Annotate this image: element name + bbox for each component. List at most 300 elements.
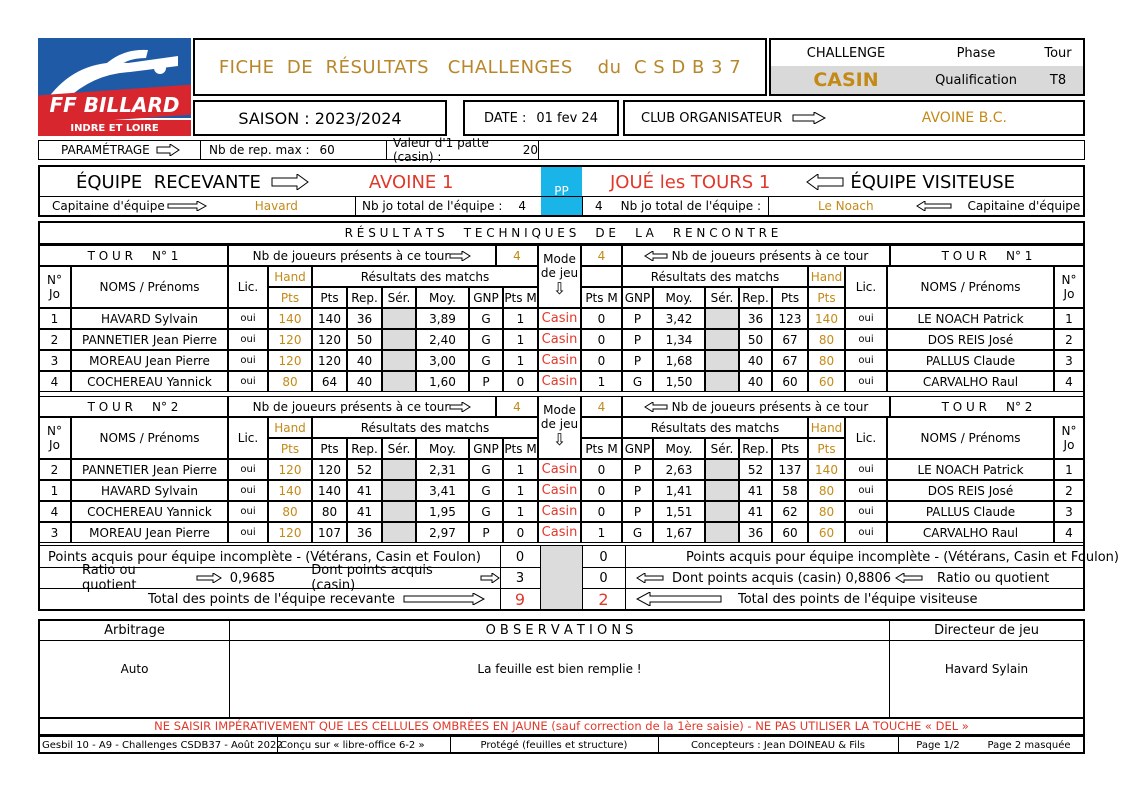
col-resultats: Résultats des matchs <box>312 266 538 287</box>
home-name: COCHEREAU Yannick <box>71 371 228 392</box>
incomplete-home-label: Points acquis pour équipe incomplète - (Vétérans, Casin et Foulon) <box>48 549 481 565</box>
away-no: 1 <box>1054 459 1084 480</box>
arrow-right-icon <box>480 573 500 583</box>
home-moy: 2,97 <box>416 522 469 543</box>
away-rep: 40 <box>739 350 772 371</box>
total-home-label: Total des points de l'équipe recevante <box>148 591 395 607</box>
total-away-label: Total des points de l'équipe visiteuse <box>738 591 978 607</box>
casin-away-label: Dont points acquis (casin) <box>672 570 842 586</box>
away-captain: Le Noach <box>818 199 874 213</box>
away-name: LE NOACH Patrick <box>887 308 1054 329</box>
home-pts: 140 <box>312 308 347 329</box>
away-no: 3 <box>1054 350 1084 371</box>
home-no: 4 <box>38 501 71 522</box>
home-team-name: AVOINE 1 <box>368 171 454 193</box>
mode-value: Casin <box>538 329 581 350</box>
col-ser: Sér. <box>705 287 739 308</box>
arrow-left-icon <box>916 201 952 211</box>
home-hand: 140 <box>268 308 312 329</box>
arrow-right-icon <box>196 573 222 583</box>
tour-label-away: T O U R N° 2 <box>890 396 1084 417</box>
col-rep: Rep. <box>739 287 772 308</box>
tour-label-home: T O U R N° 1 <box>38 245 228 266</box>
casin-home-label: Dont points acquis (casin) <box>311 563 433 593</box>
col-pts: Pts <box>772 438 808 459</box>
home-pts: 120 <box>312 459 347 480</box>
footer-page: Page 1/2 <box>916 739 960 751</box>
away-name: DOS REIS José <box>887 480 1054 501</box>
mode-header <box>538 245 581 308</box>
home-ser <box>382 329 416 350</box>
col-hand-pts: Pts <box>268 287 312 308</box>
home-name: MOREAU Jean Pierre <box>71 522 228 543</box>
home-moy: 3,89 <box>416 308 469 329</box>
club-block <box>623 100 1085 136</box>
away-name: PALLUS Claude <box>887 350 1054 371</box>
home-moy: 1,95 <box>416 501 469 522</box>
col-hand: Hand <box>268 417 312 438</box>
footer-version: Gesbil 10 - A9 - Challenges CSDB37 - Août 2022 <box>42 739 283 751</box>
away-pts: 67 <box>772 329 808 350</box>
home-name: HAVARD Sylvain <box>71 308 228 329</box>
away-lic: oui <box>845 522 887 543</box>
col-noms: NOMS / Prénoms <box>887 266 1054 308</box>
home-name: PANNETIER Jean Pierre <box>71 329 228 350</box>
home-name: MOREAU Jean Pierre <box>71 350 228 371</box>
home-ptsm: 0 <box>503 522 538 543</box>
home-hand: 120 <box>268 522 312 543</box>
col-blank <box>581 266 622 287</box>
home-nbjo: 4 <box>518 199 527 213</box>
footer-libreoffice: Conçu sur « libre-office 6-2 » <box>280 739 425 751</box>
away-no: 3 <box>1054 501 1084 522</box>
away-team-name: JOUÉ les TOURS 1 <box>610 171 771 193</box>
date-block <box>463 100 619 136</box>
home-captain-label: Capitaine d'équipe <box>52 199 165 213</box>
col-ser: Sér. <box>382 438 416 459</box>
jo-label: Jo <box>49 287 60 301</box>
col-ptsm: Pts M <box>581 438 622 459</box>
col-gnp: GNP <box>622 438 653 459</box>
away-hand: 80 <box>808 329 845 350</box>
mode-header <box>538 396 581 459</box>
home-pts: 120 <box>312 329 347 350</box>
home-pts: 107 <box>312 522 347 543</box>
away-pts: 67 <box>772 350 808 371</box>
away-gnp: G <box>622 371 653 392</box>
away-ser <box>705 459 739 480</box>
away-gnp: P <box>622 308 653 329</box>
away-team-label: ÉQUIPE VISITEUSE <box>850 171 1016 193</box>
away-gnp: G <box>622 522 653 543</box>
away-ptsm: 0 <box>581 329 622 350</box>
challenge-header <box>769 38 1085 96</box>
away-gnp: P <box>622 350 653 371</box>
incomplete-home: 0 <box>515 549 525 565</box>
arrow-right-icon <box>167 201 207 211</box>
away-pts: 60 <box>772 371 808 392</box>
col-blank <box>581 417 622 438</box>
home-ser <box>382 522 416 543</box>
mode-label: Mode <box>543 403 576 417</box>
away-lic: oui <box>845 480 887 501</box>
home-rep: 52 <box>347 459 382 480</box>
col-rep: Rep. <box>739 438 772 459</box>
home-ptsm: 1 <box>503 308 538 329</box>
home-pts: 120 <box>312 350 347 371</box>
home-no: 2 <box>38 329 71 350</box>
home-moy: 3,41 <box>416 480 469 501</box>
total-home: 9 <box>514 589 526 609</box>
away-ptsm: 0 <box>581 459 622 480</box>
home-captain: Havard <box>254 199 298 213</box>
rep-max-label: Nb de rep. max : <box>209 143 310 157</box>
arbitrage-value: Auto <box>120 662 149 676</box>
home-rep: 36 <box>347 522 382 543</box>
home-rep: 36 <box>347 308 382 329</box>
footer <box>38 736 1085 754</box>
away-gnp: P <box>622 501 653 522</box>
home-lic: oui <box>228 329 268 350</box>
away-moy: 1,51 <box>653 501 705 522</box>
home-team-label: ÉQUIPE RECEVANTE <box>76 171 261 193</box>
col-no <box>38 266 71 308</box>
col-resultats: Résultats des matchs <box>622 417 808 438</box>
present-label: Nb de joueurs présents à ce tour <box>671 248 869 263</box>
date-value: 01 fev 24 <box>536 110 598 126</box>
home-lic: oui <box>228 459 268 480</box>
away-moy: 1,41 <box>653 480 705 501</box>
home-no: 1 <box>38 480 71 501</box>
home-hand: 140 <box>268 480 312 501</box>
col-ser: Sér. <box>382 287 416 308</box>
incomplete-away-label: Points acquis pour équipe incomplète - (Vétérans, Casin et Foulon) <box>686 549 1119 565</box>
club-value: AVOINE B.C. <box>921 110 1007 126</box>
mode-label: Mode <box>543 252 576 266</box>
home-lic: oui <box>228 522 268 543</box>
home-moy: 3,00 <box>416 350 469 371</box>
away-rep: 36 <box>739 308 772 329</box>
directeur-value: Havard Sylain <box>944 662 1029 676</box>
away-hand: 80 <box>808 480 845 501</box>
away-name: PALLUS Claude <box>887 501 1054 522</box>
away-rep: 40 <box>739 371 772 392</box>
phase-label: Phase <box>956 45 996 61</box>
away-ptsm: 0 <box>581 350 622 371</box>
club-label: CLUB ORGANISATEUR <box>641 110 783 126</box>
home-rep: 41 <box>347 501 382 522</box>
mode-value: Casin <box>538 480 581 501</box>
col-ptsm: Pts M <box>503 287 538 308</box>
arrow-left-icon <box>644 251 668 261</box>
away-ser <box>705 501 739 522</box>
col-lic: Lic. <box>228 266 268 308</box>
home-lic: oui <box>228 308 268 329</box>
home-rep: 40 <box>347 371 382 392</box>
col-resultats: Résultats des matchs <box>622 266 808 287</box>
away-lic: oui <box>845 501 887 522</box>
col-hand: Hand <box>808 266 845 287</box>
home-ser <box>382 308 416 329</box>
away-pts: 58 <box>772 480 808 501</box>
home-gnp: G <box>469 459 503 480</box>
home-no: 3 <box>38 350 71 371</box>
away-no: 2 <box>1054 480 1084 501</box>
away-no: 2 <box>1054 329 1084 350</box>
casin-home: 3 <box>515 570 525 586</box>
no-label: N° <box>1061 273 1077 287</box>
dejeu-label: de jeu <box>540 417 579 431</box>
col-lic: Lic. <box>845 417 887 459</box>
col-lic: Lic. <box>845 266 887 308</box>
col-rep: Rep. <box>347 287 382 308</box>
col-ser: Sér. <box>705 438 739 459</box>
observations-value: La feuille est bien remplie ! <box>477 662 642 676</box>
no-label: N° <box>47 273 62 287</box>
phase-value: Qualification <box>935 72 1017 88</box>
home-hand: 80 <box>268 371 312 392</box>
season: SAISON : 2023/2024 <box>193 100 447 136</box>
col-hand: Hand <box>808 417 845 438</box>
home-hand: 120 <box>268 459 312 480</box>
observations-label: O B S E R V A T I O N S <box>485 623 634 638</box>
col-moy: Moy. <box>416 438 469 459</box>
home-ser <box>382 501 416 522</box>
away-pts: 62 <box>772 501 808 522</box>
home-gnp: G <box>469 501 503 522</box>
home-pts: 140 <box>312 480 347 501</box>
challenge-value: CASIN <box>813 69 879 91</box>
dejeu-label: de jeu <box>540 266 579 280</box>
home-pts: 64 <box>312 371 347 392</box>
col-no <box>1054 417 1084 459</box>
ratio-away-label: Ratio ou quotient <box>937 570 1050 586</box>
logo-region: INDRE ET LOIRE <box>38 120 191 136</box>
results-title: R É S U L T A T S T E C H N I Q U E S D E L A R E N C O N T R E <box>38 221 1085 245</box>
col-gnp: GNP <box>469 287 503 308</box>
arrow-down-icon: ⇩ <box>552 279 567 298</box>
away-ptsm: 1 <box>581 522 622 543</box>
away-moy: 1,50 <box>653 371 705 392</box>
away-hand: 140 <box>808 459 845 480</box>
arrow-left-icon <box>895 573 923 583</box>
home-hand: 120 <box>268 329 312 350</box>
home-gnp: G <box>469 480 503 501</box>
away-ser <box>705 371 739 392</box>
away-lic: oui <box>845 371 887 392</box>
away-lic: oui <box>845 329 887 350</box>
away-lic: oui <box>845 459 887 480</box>
home-name: PANNETIER Jean Pierre <box>71 459 228 480</box>
col-gnp: GNP <box>469 438 503 459</box>
col-lic: Lic. <box>228 417 268 459</box>
total-away: 2 <box>598 589 609 609</box>
col-hand-pts: Pts <box>268 438 312 459</box>
home-gnp: G <box>469 308 503 329</box>
tour-label-away: T O U R N° 1 <box>890 245 1084 266</box>
present-home: 4 <box>496 245 538 266</box>
away-moy: 1,34 <box>653 329 705 350</box>
patte-value: 20 <box>522 143 538 157</box>
col-rep: Rep. <box>347 438 382 459</box>
arrow-right-icon <box>449 251 471 261</box>
col-ptsm: Pts M <box>581 287 622 308</box>
away-ser <box>705 522 739 543</box>
home-ser <box>382 480 416 501</box>
home-name: COCHEREAU Yannick <box>71 501 228 522</box>
present-home-label <box>228 396 496 417</box>
present-label: Nb de joueurs présents à ce tour <box>252 399 450 414</box>
jo-label: Jo <box>1063 438 1075 452</box>
home-name: HAVARD Sylvain <box>71 480 228 501</box>
away-name: CARVALHO Raul <box>887 522 1054 543</box>
tour-label-home: T O U R N° 2 <box>38 396 228 417</box>
teams-row <box>38 165 1085 217</box>
away-ptsm: 1 <box>581 371 622 392</box>
col-no <box>1054 266 1084 308</box>
tour-label: Tour <box>1044 45 1072 61</box>
away-gnp: P <box>622 329 653 350</box>
home-rep: 40 <box>347 350 382 371</box>
warning-banner: NE SAISIR IMPÉRATIVEMENT QUE LES CELLULES OMBRÉES EN JAUNE (sauf correction de la 1ère saisie) - NE PAS UTILISER LA TOUCHE « DEL » <box>38 717 1085 736</box>
home-moy: 2,40 <box>416 329 469 350</box>
rep-max-value: 60 <box>319 143 335 157</box>
away-moy: 1,67 <box>653 522 705 543</box>
away-gnp: P <box>622 480 653 501</box>
arrow-right-icon <box>156 144 180 156</box>
ratio-home-label: Ratio ou quotient <box>82 563 137 593</box>
col-ptsm: Pts M <box>503 438 538 459</box>
away-moy: 1,68 <box>653 350 705 371</box>
home-lic: oui <box>228 350 268 371</box>
home-no: 2 <box>38 459 71 480</box>
present-away: 4 <box>581 245 622 266</box>
col-moy: Moy. <box>653 287 705 308</box>
present-home: 4 <box>496 396 538 417</box>
home-ser <box>382 350 416 371</box>
home-moy: 2,31 <box>416 459 469 480</box>
ratio-away: 0,8806 <box>845 570 891 586</box>
mode-value: Casin <box>538 501 581 522</box>
arbitrage-label: Arbitrage <box>104 623 165 638</box>
away-nbjo-label: Nb jo total de l'équipe : <box>620 199 762 213</box>
home-rep: 41 <box>347 480 382 501</box>
pp-badge: PP <box>541 167 582 215</box>
home-nbjo-label: Nb jo total de l'équipe : <box>362 199 503 213</box>
home-ptsm: 1 <box>503 329 538 350</box>
col-no <box>38 417 71 459</box>
mode-value: Casin <box>538 308 581 329</box>
away-name: LE NOACH Patrick <box>887 459 1054 480</box>
ratio-home: 0,9685 <box>229 570 276 586</box>
away-ser <box>705 480 739 501</box>
home-lic: oui <box>228 501 268 522</box>
away-rep: 41 <box>739 501 772 522</box>
col-noms: NOMS / Prénoms <box>887 417 1054 459</box>
away-hand: 140 <box>808 308 845 329</box>
arrow-left-icon <box>636 592 722 606</box>
home-no: 3 <box>38 522 71 543</box>
tour-value: T8 <box>1049 72 1067 88</box>
col-pts: Pts <box>312 438 347 459</box>
away-name: DOS REIS José <box>887 329 1054 350</box>
home-gnp: G <box>469 329 503 350</box>
away-rep: 50 <box>739 329 772 350</box>
col-hand-pts: Pts <box>808 438 845 459</box>
jo-label: Jo <box>1063 287 1075 301</box>
col-gnp: GNP <box>622 287 653 308</box>
arrow-left-icon <box>806 174 844 190</box>
home-no: 1 <box>38 308 71 329</box>
no-label: N° <box>1061 424 1077 438</box>
arrow-right-icon <box>403 593 485 605</box>
away-no: 1 <box>1054 308 1084 329</box>
col-noms: NOMS / Prénoms <box>71 417 228 459</box>
present-label: Nb de joueurs présents à ce tour <box>252 248 450 263</box>
home-gnp: P <box>469 522 503 543</box>
col-hand: Hand <box>268 266 312 287</box>
away-captain-label: Capitaine d'équipe <box>967 199 1081 213</box>
away-ser <box>705 350 739 371</box>
arrow-right-icon <box>449 402 471 412</box>
totals-block <box>38 545 1119 611</box>
incomplete-away: 0 <box>599 549 608 565</box>
present-home-label <box>228 245 496 266</box>
mode-value: Casin <box>538 522 581 543</box>
home-ser <box>382 371 416 392</box>
observations-block <box>38 619 1085 719</box>
away-hand: 80 <box>808 501 845 522</box>
param-label: PARAMÉTRAGE <box>61 143 150 157</box>
away-rep: 52 <box>739 459 772 480</box>
present-away: 4 <box>581 396 622 417</box>
arrow-left-icon <box>636 573 664 583</box>
footer-protected: Protégé (feuilles et structure) <box>480 739 628 751</box>
home-ptsm: 1 <box>503 459 538 480</box>
mode-value: Casin <box>538 371 581 392</box>
away-gnp: P <box>622 459 653 480</box>
col-hand-pts: Pts <box>808 287 845 308</box>
away-hand: 60 <box>808 522 845 543</box>
away-rep: 36 <box>739 522 772 543</box>
home-rep: 50 <box>347 329 382 350</box>
away-rep: 41 <box>739 480 772 501</box>
ff-billard-logo <box>38 38 191 136</box>
home-gnp: G <box>469 350 503 371</box>
home-ptsm: 1 <box>503 501 538 522</box>
home-ptsm: 1 <box>503 350 538 371</box>
home-no: 4 <box>38 371 71 392</box>
away-ptsm: 0 <box>581 480 622 501</box>
away-name: CARVALHO Raul <box>887 371 1054 392</box>
away-pts: 137 <box>772 459 808 480</box>
footer-authors: Concepteurs : Jean DOINEAU & Fils <box>690 739 866 751</box>
away-lic: oui <box>845 350 887 371</box>
away-hand: 80 <box>808 350 845 371</box>
away-moy: 2,63 <box>653 459 705 480</box>
home-moy: 1,60 <box>416 371 469 392</box>
challenge-label: CHALLENGE <box>806 45 886 61</box>
away-moy: 3,42 <box>653 308 705 329</box>
arrow-left-icon <box>644 402 668 412</box>
date-label: DATE : <box>484 110 527 126</box>
page-title: FICHE DE RÉSULTATS CHALLENGES du C S D B 3 7 <box>193 38 767 96</box>
col-pts: Pts <box>772 287 808 308</box>
col-resultats: Résultats des matchs <box>312 417 538 438</box>
home-ser <box>382 459 416 480</box>
param-row <box>38 136 1085 164</box>
mode-value: Casin <box>538 350 581 371</box>
